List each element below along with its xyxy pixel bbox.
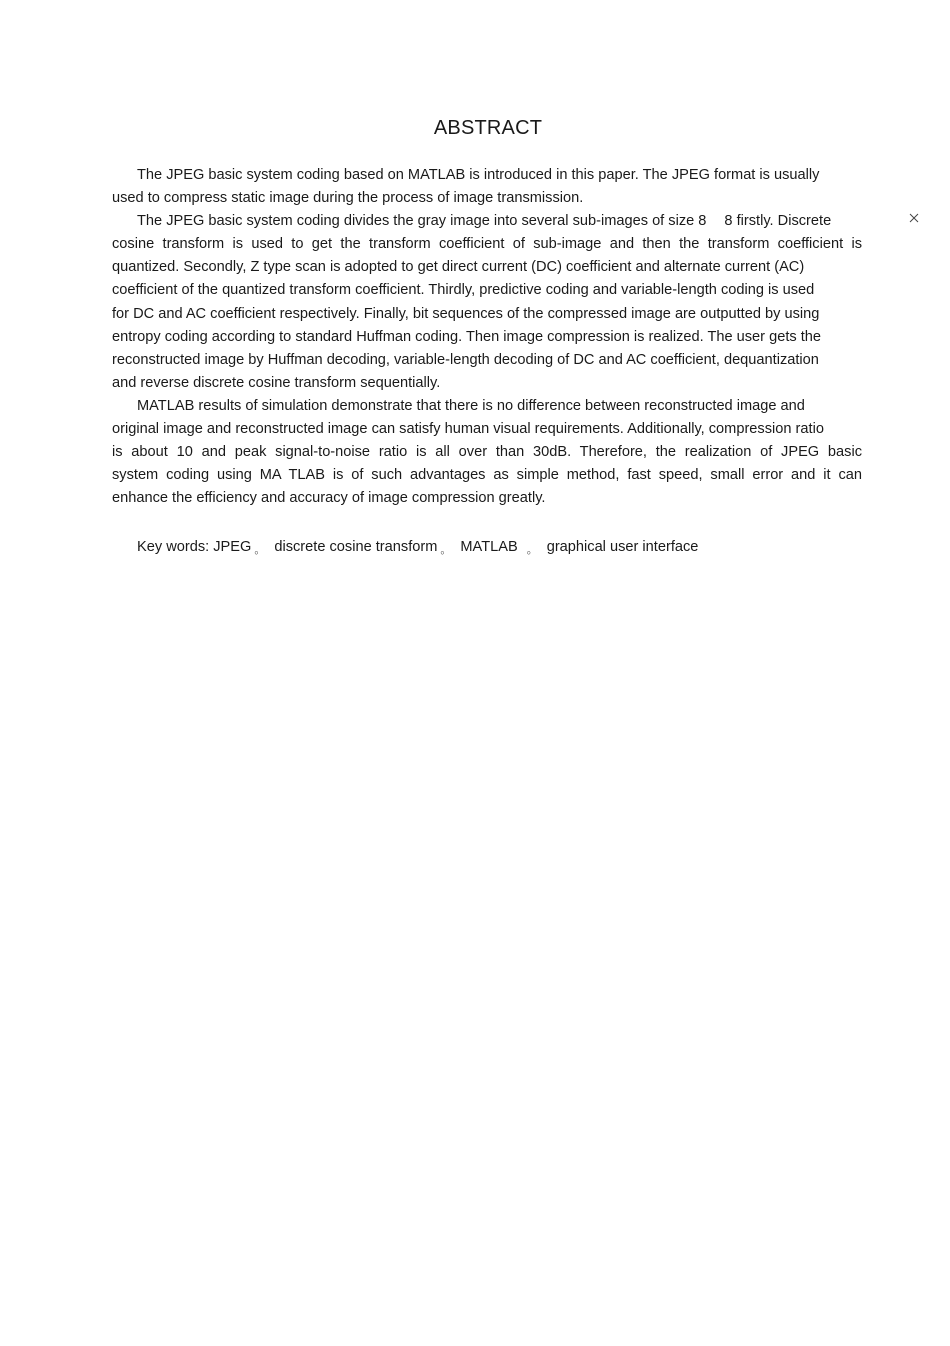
paragraph-1-line-1: The JPEG basic system coding based on MATLAB is introduced in this paper. The JPEG format is usually bbox=[137, 167, 820, 183]
paragraph-2-line-8: and reverse discrete cosine transform sequentially. bbox=[112, 374, 441, 391]
keyword-matlab: MATLAB bbox=[460, 539, 518, 555]
paragraph-2-line-2: cosine transform is used to get the transform coefficient of sub-image and then the transform coefficient is bbox=[112, 236, 862, 253]
keyword-separator: 。 bbox=[254, 544, 266, 556]
paragraph-2-line-3: quantized. Secondly, Z type scan is adopted to get direct current (DC) coefficient and alternate current (AC) bbox=[112, 259, 805, 276]
paragraph-1-line-2: used to compress static image during the process of image transmission. bbox=[112, 190, 584, 207]
paragraph-3-line-3: is about 10 and peak signal-to-noise ratio is all over than 30dB. Therefore, the realization of JPEG basic bbox=[112, 444, 862, 461]
paragraph-3-line-1: MATLAB results of simulation demonstrate that there is no difference between reconstructed image and bbox=[137, 397, 805, 414]
keywords-line bbox=[137, 536, 698, 562]
keyword-separator: 。 bbox=[526, 544, 538, 556]
keywords-label: Key words: JPEG bbox=[137, 539, 252, 555]
close-icon[interactable] bbox=[907, 211, 921, 225]
paragraph-2-line-1-part-b: 8 firstly. Discrete bbox=[724, 213, 832, 230]
abstract-body bbox=[112, 164, 862, 510]
paragraph-3-line-5: enhance the efficiency and accuracy of image compression greatly. bbox=[112, 490, 546, 507]
paragraph-3-line-2: original image and reconstructed image can satisfy human visual requirements. Additionally, compression ratio bbox=[112, 421, 824, 438]
keyword-gui: graphical user interface bbox=[546, 539, 699, 555]
paragraph-2-line-4: coefficient of the quantized transform coefficient. Thirdly, predictive coding and variable-length coding is used bbox=[112, 282, 815, 299]
keyword-separator: 。 bbox=[440, 544, 452, 556]
paragraph-2-line-7: reconstructed image by Huffman decoding, variable-length decoding of DC and AC coefficient, dequantization bbox=[112, 351, 819, 368]
paragraph-3-line-4: system coding using MA TLAB is of such advantages as simple method, fast speed, small error and it can bbox=[112, 467, 862, 484]
paragraph-2-line-6: entropy coding according to standard Huffman coding. Then image compression is realized. The user gets the bbox=[112, 328, 822, 345]
paragraph-2-line-1-part-a: The JPEG basic system coding divides the gray image into several sub-images of size 8 bbox=[137, 213, 707, 230]
keyword-dct: discrete cosine transform bbox=[274, 539, 438, 555]
paragraph-2-line-1 bbox=[112, 210, 862, 233]
paragraph-2-line-5: for DC and AC coefficient respectively. Finally, bit sequences of the compressed image are outputted by using bbox=[112, 305, 820, 322]
page-title: ABSTRACT bbox=[433, 117, 543, 139]
